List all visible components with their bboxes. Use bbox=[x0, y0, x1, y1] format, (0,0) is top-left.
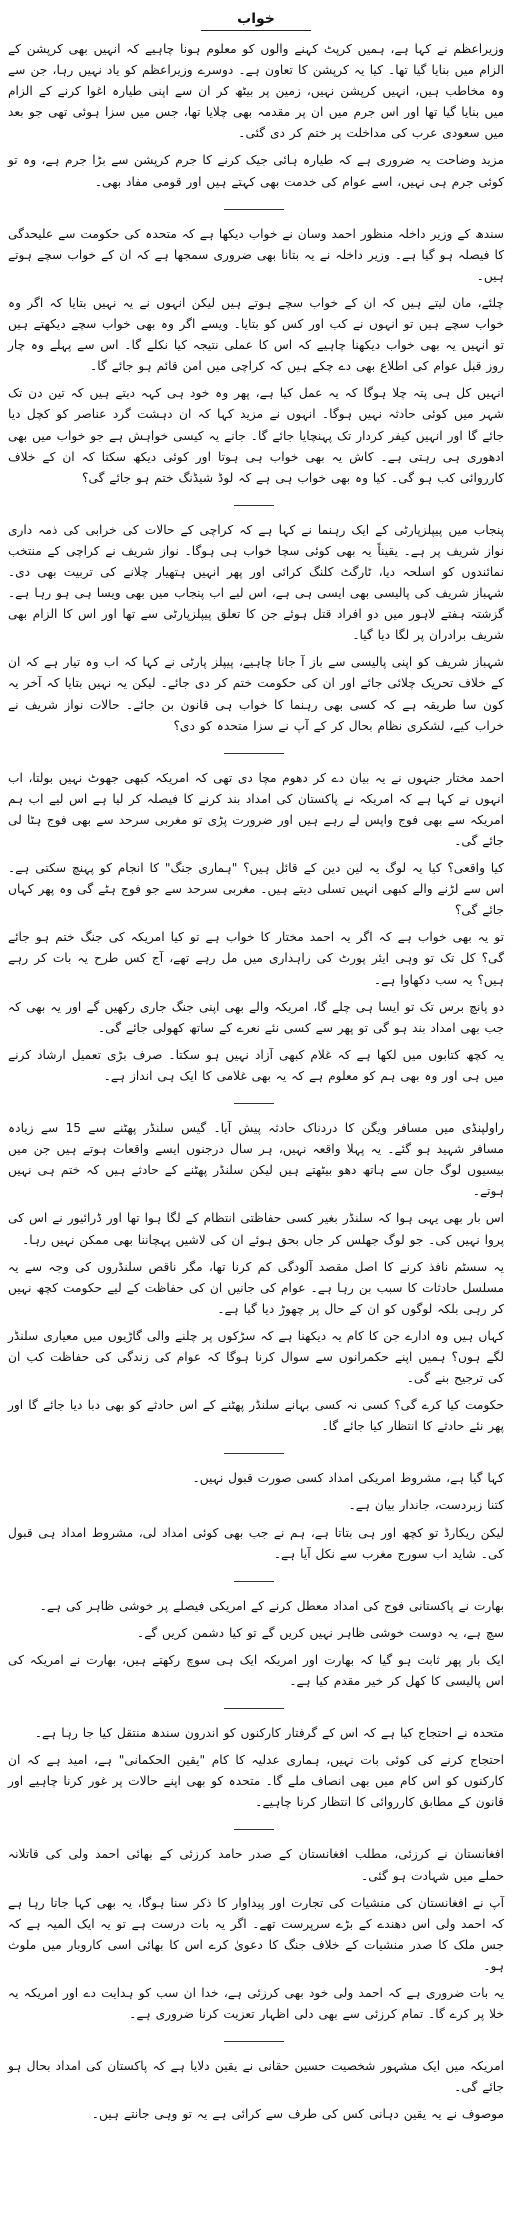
paragraph: سچ ہے، یہ دوست خوشی ظاہر نہیں کریں گے تو کیا دشمن کریں گے۔ bbox=[137, 1625, 504, 1640]
paragraph: اس بار بھی یہی ہوا کہ سلنڈر بغیر کسی حفاظتی انتظام کے لگا ہوا تھا اور ڈرائیور نے اس کی پروا نہیں کی۔ جو لوگ جھلس کر جاں بحق ہوئے ان کی لاشیں پہچاننا بھی ممکن نہیں رہا۔ bbox=[8, 1211, 504, 1247]
article-section bbox=[8, 1118, 504, 1437]
paragraph: چلئے، مان لیتے ہیں کہ ان کے خواب سچے ہوتے ہیں لیکن انہوں نے یہ نہیں بتایا کہ اگر وہ خواب سچے ہیں تو انہوں نے کب اور کس کو بتایا۔ ویسے اگر وہ بھی خواب سچے دیکھتے ہیں تو انہیں یہ بھی خواب دیکھنا چاہیے کہ اس کا عملی نتیجہ کیا نکلے گا۔ اس سے پہلے وہ چار روز قبل عوام کی اطلاع بھی دے چکے ہیں کہ کراچی میں امن قائم ہو جائے گا۔ bbox=[8, 295, 504, 374]
title-underline bbox=[201, 30, 311, 31]
section-divider bbox=[224, 1453, 284, 1454]
paragraph: کہاں ہیں وہ ادارے جن کا کام یہ دیکھنا ہے کہ سڑکوں پر چلنے والی گاڑیوں میں معیاری سلنڈر لگے ہوں؟ ہمیں اپنے حکمرانوں سے سوال کرنا ہوگا کہ عوام کی زندگی کی حفاظت کب ان کی ترجیح بنے گی۔ bbox=[8, 1328, 504, 1386]
article-section bbox=[8, 39, 504, 193]
section-divider bbox=[234, 1581, 274, 1582]
section-divider bbox=[234, 505, 274, 506]
section-divider bbox=[224, 209, 284, 210]
paragraph: یہ بات ضروری ہے کہ احمد ولی خود بھی کرزئی ہے، خدا ان سب کو ہدایت دے اور امریکہ یہ خلا پر کرے گا۔ تمام کرزئی سے بھی دلی اظہار تعزیت کرنا ضروری ہے۔ bbox=[8, 1986, 504, 2022]
paragraph: کتنا زبردست، جاندار بیان ہے۔ bbox=[348, 1498, 504, 1513]
paragraph: دو پانچ برس تک تو ایسا ہی چلے گا، امریکہ والے بھی اپنی جنگ جاری رکھیں گے اور یہ بھی کہ جب بھی امداد بند ہو گی تو پھر سے کسی نئے نعرے کے ساتھ کھولی جائے گی۔ bbox=[8, 999, 504, 1035]
paragraph: احتجاج کرنے کی کوئی بات نہیں، ہماری عدلیہ کا کام "یقین الحکمانی" ہے، امید ہے کہ ان کارکنوں کو اس کام میں بھی انصاف ملے گا۔ متحدہ کو بھی اپنے حالات پر غور کرنا چاہیے اور قانون کے مطابق کارروائی کا انتظار کرنا چاہیے۔ bbox=[8, 1753, 504, 1810]
paragraph: احمد مختار جنہوں نے یہ بیان دے کر دھوم مچا دی تھی کہ امریکہ کبھی جھوٹ نہیں بولتا، اب انہوں نے کہا ہے کہ امریکہ نے پاکستان کی امداد بند کرنے کا فیصلہ کر لیا ہے اس لیے اب ہم امریکہ سے بھی فوج واپس لے رہے ہیں اور ضرورت پڑی تو مغربی سرحد سے بھی فوج ہٹا لی جائے گی۔ bbox=[8, 770, 504, 848]
section-divider bbox=[224, 1708, 284, 1709]
paragraph: یہ کچھ کتابوں میں لکھا ہے کہ غلام کبھی آزاد نہیں ہو سکتا۔ صرف بڑی تعمیل ارشاد کرنے میں ہی اور وہ بھی ہم کو معلوم ہے کہ یہ بھی غلامی کا ایک ہی انداز ہے۔ bbox=[8, 1047, 504, 1083]
paragraph: کہا گیا ہے، مشروط امریکی امداد کسی صورت قبول نہیں۔ bbox=[192, 1471, 504, 1486]
article-section bbox=[8, 1844, 504, 2025]
paragraph: موصوف نے یہ یقین دہانی کس کی طرف سے کرائی ہے یہ تو وہی جانتے ہیں۔ bbox=[91, 2107, 504, 2122]
paragraph: افغانستان نے کرزئی، مطلب افغانستان کے صدر حامد کرزئی کے بھائی احمد ولی کی قاتلانہ حملے میں شہادت ہو گئی۔ bbox=[8, 1847, 504, 1883]
paragraph: شہباز شریف کو اپنی پالیسی سے باز آ جانا چاہیے، پیپلز پارٹی نے کہا کہ اب وہ تیار ہے کہ ان کے خلاف تحریک چلائی جائے اور ان کی حکومت ختم کر دی جائے۔ لیکن یہ نہیں بتایا کہ آخر یہ کون سا طریقہ ہے کہ کسی بھی رہنما کا خواب ہی قانون بن جائے۔ حالات نواز شریف نے خراب کیے، لشکری نظام بحال کر کے آپ نے سزا متحدہ کو دی؟ bbox=[8, 655, 504, 733]
paragraph: لیکن ریکارڈ تو کچھ اور ہی بتاتا ہے، ہم نے جب بھی کوئی امداد لی، مشروط امداد ہی قبول کی۔ شاید اب سورج مغرب سے نکل آیا ہے۔ bbox=[8, 1525, 504, 1561]
paragraph: تو یہ بھی خواب ہے کہ اگر یہ احمد مختار کا خواب ہے تو کیا امریکہ کی جنگ ختم ہو جائے گی؟ کل تک تو وہی ایئر پورٹ کی راہداری میں مل رہے تھے، آج کس طرح یہ بات کر رہے ہیں؟ یہ سب دکھاوا ہے۔ bbox=[8, 930, 504, 987]
article-section bbox=[8, 520, 504, 737]
paragraph: ایک بار پھر ثابت ہو گیا کہ بھارت اور امریکہ ایک ہی سوچ رکھتے ہیں، بھارت نے امریکہ کی اس پالیسی کا کھل کر خیر مقدم کیا ہے۔ bbox=[8, 1652, 504, 1688]
paragraph: وزیراعظم نے کہا ہے، ہمیں کرپٹ کہنے والوں کو معلوم ہونا چاہیے کہ انہیں بھی کرپشن کے الزام میں بنایا گیا تھا۔ کیا یہ کرپشن کا تعاون ہے۔ دوسرے وزیراعظم کو یاد نہیں رہا، جن سے وہ مخاطب ہیں، انہیں کرپشن نہیں، زمین پر بیٹھ کر ان سے اپنی طیارہ اغوا کرنے کے الزام میں بنایا گیا تھا اور اس جرم میں ان پر مقدمہ بھی چلایا تھا، جس میں سزا ہوئی تھی جو بعد میں سعودی عرب کی مداخلت پر ختم کر دی گئی۔ bbox=[8, 42, 504, 141]
section-divider bbox=[234, 1103, 274, 1104]
paragraph: متحدہ نے احتجاج کیا ہے کہ اس کے گرفتار کارکنوں کو اندرون سندھ منتقل کیا جا رہا ہے۔ bbox=[34, 1726, 504, 1741]
article-body bbox=[8, 39, 504, 2126]
paragraph: مزید وضاحت یہ ضروری ہے کہ طیارہ ہائی جیک کرنے کا جرم کرپشن سے بڑا جرم ہے، وہ تو کوئی جرم ہی نہیں، اسے عوام کی خدمت بھی کہتے ہیں اور قومی مفاد بھی۔ bbox=[8, 153, 504, 189]
article-section bbox=[8, 768, 504, 1087]
article-section bbox=[8, 2056, 504, 2125]
section-divider bbox=[224, 753, 284, 754]
section-divider bbox=[234, 1829, 274, 1830]
paragraph: کیا واقعی؟ کیا یہ لوگ یہ لین دین کے قائل ہیں؟ "ہماری جنگ" کا انجام کو پہنچ سکتی ہے۔ اس سے لڑنے والے کبھی انہیں تسلی دیتے ہیں۔ مغربی سرحد سے جو فوج ہٹے گی وہ پھر کہاں جائے گی؟ bbox=[8, 861, 504, 918]
paragraph: بھارت نے پاکستانی فوج کی امداد معطل کرنے کے امریکی فیصلے پر خوشی ظاہر کی ہے۔ bbox=[39, 1598, 504, 1613]
section-divider bbox=[224, 2041, 284, 2042]
paragraph: امریکہ میں ایک مشہور شخصیت حسین حقانی نے یقین دلایا ہے کہ پاکستان کی امداد بحال ہو جائے گی۔ bbox=[8, 2059, 504, 2095]
paragraph: سندھ کے وزیر داخلہ منظور احمد وسان نے خواب دیکھا ہے کہ متحدہ کی حکومت سے علیحدگی کا فیصلہ ہو گیا ہے۔ وزیر داخلہ نے یہ بتانا بھی ضروری سمجھا ہے کہ ان کے خواب سچے ہوتے ہیں۔ bbox=[8, 226, 504, 283]
article-section bbox=[8, 224, 504, 489]
article-section bbox=[8, 1723, 504, 1813]
article-section bbox=[8, 1596, 504, 1692]
paragraph: آپ نے افغانستان کی منشیات کی تجارت اور پیداوار کا ذکر سنا ہوگا، یہ بھی کہا جاتا رہا ہے کہ احمد ولی اس دھندے کے بڑے سرپرست تھے۔ اگر یہ بات درست ہے تو یہ ایک المیہ ہے کہ جس ملک کا صدر منشیات کے خلاف جنگ کا دعویٰ کرے اس کا بھائی اسی کاروبار میں ملوث ہو۔ bbox=[8, 1895, 504, 1973]
paragraph: پنجاب میں پیپلزپارٹی کے ایک رہنما نے کہا ہے کہ کراچی کے حالات کی خرابی کی ذمہ داری نواز شریف پر ہے۔ یقیناً یہ بھی کوئی سچا خواب ہی ہوگا۔ نواز شریف نے کراچی کے منتخب نمائندوں کو اسلحہ دیا، ٹارگٹ کلنگ کرائی اور پھر انہیں ہتھیار چلانے کی تربیت بھی دی۔ شہباز شریف کی پالیسی بھی ایسی ہی ہے، اس لیے اب پنجاب میں بھی ویسا ہی ہو رہا ہے۔ گزشتہ ہفتے لاہور میں دو افراد قتل ہوئے جن کا تعلق پیپلزپارٹی سے تھا اور اس کا الزام بھی شریف برادران پر لگا دیا گیا۔ bbox=[8, 522, 504, 643]
article-section bbox=[8, 1468, 504, 1564]
paragraph: انہیں کل ہی پتہ چلا ہوگا کہ یہ عمل کیا ہے، پھر وہ خود ہی کہہ دیتے ہیں کہ تین دن تک شہر میں کوئی حادثہ نہیں ہوگا۔ انہوں نے مزید کہا کہ ان دہشت گرد عناصر کو کچل دیا جائے گا اور انہیں کیفر کردار تک پہنچایا جائے گا۔ جانے یہ کیسی خواہش ہے جو خواب میں بھی ادھوری ہی رہتی ہے۔ کاش یہ بھی خواب ہی ہوتا اور کوئی دیکھ سکتا کہ ان کے خلاف کارروائی کب ہو گی۔ کیا وہ بھی خواب ہی ہے کہ لوڈ شیڈنگ ختم ہو جائے گی؟ bbox=[8, 386, 504, 485]
paragraph: راولپنڈی میں مسافر ویگن کا دردناک حادثہ پیش آیا۔ گیس سلنڈر پھٹنے سے 15 سے زیادہ مسافر شہید ہو گئے۔ یہ پہلا واقعہ نہیں، ہر سال درجنوں ایسے واقعات ہوتے ہیں جن میں بیسیوں لوگ جان سے ہاتھ دھو بیٹھتے ہیں لیکن سلنڈر پھٹنے کے حادثے ہیں کہ ختم ہی نہیں ہوتے۔ bbox=[8, 1121, 504, 1199]
article-title: خواب bbox=[237, 11, 275, 27]
paragraph: حکومت کیا کرے گی؟ کسی نہ کسی بہانے سلنڈر پھٹنے کے اس حادثے کو بھی دبا دیا جائے گا اور پھر نئے حادثے کا انتظار کیا جائے گا۔ bbox=[8, 1398, 504, 1434]
paragraph: یہ سسٹم نافذ کرنے کا اصل مقصد آلودگی کم کرنا تھا، مگر ناقص سلنڈروں کی وجہ سے یہ مسلسل حادثات کا سبب بن رہا ہے۔ عوام کی جانیں ان کی حفاظت کے لیے حکومت کچھ نہیں کر رہی بلکہ لوگوں کو ان کے حال پر چھوڑ دیا گیا ہے۔ bbox=[8, 1259, 504, 1316]
